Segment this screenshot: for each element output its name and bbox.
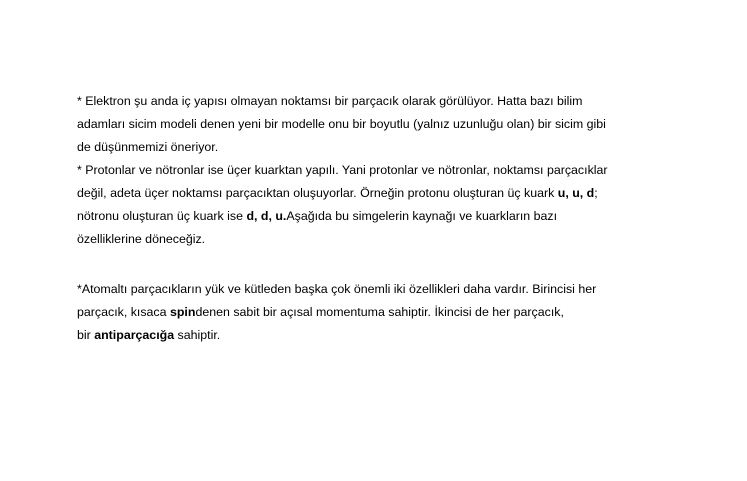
text-line: *Atomaltı parçacıkların yük ve kütleden başka çok önemli iki özellikleri daha vardır. Birincisi her: [77, 282, 597, 296]
text-segment: ;: [594, 186, 598, 200]
paragraph-particle-properties: [77, 278, 677, 347]
paragraph-particles-structure: [77, 90, 677, 251]
text-segment: nötronu oluşturan üç kuark ise: [77, 209, 247, 223]
text-line: de düşünmemizi öneriyor.: [77, 140, 219, 154]
spin-bold: spin: [169, 305, 196, 319]
text-line: adamları sicim modeli denen yeni bir modelle onu bir boyutlu (yalnız uzunluğu olan) bir sicim gibi: [77, 117, 606, 131]
antiparticle-bold: antiparçacığa: [94, 328, 175, 342]
text-segment: Aşağıda bu simgelerin kaynağı ve kuarkların bazı: [286, 209, 558, 223]
text-segment: bir: [77, 328, 95, 342]
text-segment: sahiptir.: [174, 328, 221, 342]
text-line: * Protonlar ve nötronlar ise üçer kuarktan yapılı. Yani protonlar ve nötronlar, noktamsı parçacıklar: [77, 163, 608, 177]
neutron-quarks-bold: d, d, u.: [246, 209, 287, 223]
text-line: özelliklerine döneceğiz.: [77, 232, 206, 246]
text-line-neutron-quarks: [77, 205, 677, 228]
text-line-spin: [77, 301, 677, 324]
text-line-proton-quarks: [77, 182, 677, 205]
text-segment: değil, adeta üçer noktamsı parçacıktan oluşuyorlar. Örneğin protonu oluşturan üç kuark: [77, 186, 558, 200]
text-segment: denen sabit bir açısal momentuma sahiptir. İkincisi de her parçacık,: [195, 305, 564, 319]
proton-quarks-bold: u, u, d: [557, 186, 595, 200]
text-segment: parçacık, kısaca: [77, 305, 170, 319]
text-line-antiparticle: [77, 324, 677, 347]
text-line: * Elektron şu anda iç yapısı olmayan noktamsı bir parçacık olarak görülüyor. Hatta bazı bilim: [77, 94, 583, 108]
